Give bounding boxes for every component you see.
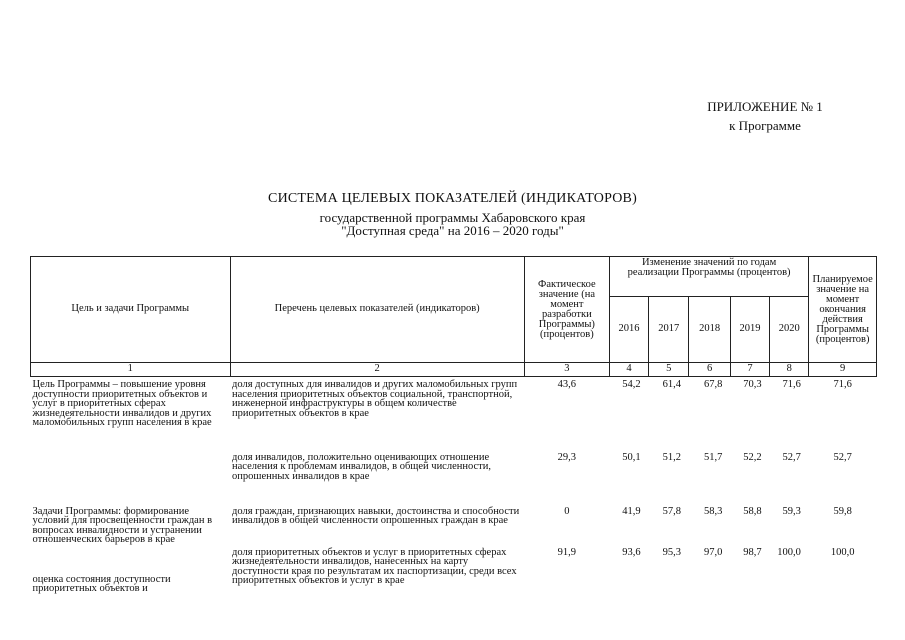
column-number: 8 (770, 363, 809, 377)
planned-value-cell: 100,0 (830, 546, 855, 558)
header-year-2017: 2017 (649, 297, 689, 363)
column-number: 6 (689, 363, 730, 377)
indicator-cell: доля приоритетных объектов и услуг в приоритетных сферах жизнедеятельности инвалидов, нанесенных на карту доступности края по результатам их паспортизации, среди всех приоритетных объектов и услуг в крае (232, 546, 517, 586)
actual-value-cell: 43,6 (557, 379, 577, 390)
value-2018-cell: 67,8 (703, 379, 723, 390)
value-2018-cell: 97,0 (703, 546, 723, 558)
column-number: 7 (730, 363, 769, 377)
document-subtitle-name: "Доступная среда" на 2016 – 2020 годы" (341, 223, 564, 238)
value-2016-cell: 41,9 (622, 505, 641, 517)
column-number: 1 (31, 363, 231, 377)
column-number: 3 (524, 363, 609, 377)
header-actual-value: Фактическое значение (на момент разработки Программы) (процентов) (524, 257, 609, 363)
header-year-2016: 2016 (609, 297, 648, 363)
indicators-table (30, 256, 877, 601)
document-subtitle-program: государственной программы Хабаровского края (319, 210, 586, 225)
document-title-block (0, 190, 905, 237)
actual-value-cell: 91,9 (557, 546, 577, 558)
value-2018-cell: 51,7 (703, 451, 723, 463)
column-number: 4 (609, 363, 648, 377)
column-number: 2 (230, 363, 524, 377)
table-row (31, 498, 877, 545)
value-2020-cell: 71,6 (782, 379, 801, 390)
appendix-title: ПРИЛОЖЕНИЕ № 1 (707, 99, 823, 114)
column-number: 5 (649, 363, 689, 377)
header-year-2019: 2019 (730, 297, 769, 363)
document-title: СИСТЕМА ЦЕЛЕВЫХ ПОКАЗАТЕЛЕЙ (ИНДИКАТОРОВ) (268, 191, 637, 206)
planned-value-cell: 71,6 (833, 379, 852, 390)
table-row (31, 377, 877, 450)
value-2020-cell: 59,3 (782, 505, 801, 517)
header-planned-value: Планируемое значение на момент окончания действия Программы (процентов) (809, 257, 877, 363)
value-2016-cell: 54,2 (622, 379, 641, 390)
value-2017-cell: 57,8 (662, 505, 681, 517)
value-2017-cell: 95,3 (662, 546, 681, 558)
value-2019-cell: 98,7 (743, 546, 762, 558)
planned-value-cell: 52,7 (833, 451, 852, 463)
value-2016-cell: 50,1 (622, 451, 641, 463)
value-2019-cell: 58,8 (743, 505, 762, 517)
task-cell: оценка состояния доступности приоритетных объектов и (32, 573, 171, 594)
value-2020-cell: 100,0 (777, 546, 801, 558)
task-cell: Задачи Программы: формирование условий для просвещенности граждан в вопросах инвалидности и устранении отношенческих барьеров в крае (32, 505, 213, 545)
column-number: 9 (809, 363, 877, 377)
table-row (31, 545, 877, 601)
appendix-subtitle: к Программе (729, 118, 801, 133)
header-year-2020: 2020 (770, 297, 809, 363)
planned-value-cell: 59,8 (833, 505, 852, 517)
appendix-label (640, 97, 890, 135)
indicator-cell: доля доступных для инвалидов и других маломобильных групп населения приоритетных объектов социальной, транспортной, инженерной инфраструктуры в общем количестве приоритетных объектов в крае (232, 379, 518, 419)
header-indicators: Перечень целевых показателей (индикаторов) (230, 257, 524, 363)
value-2017-cell: 61,4 (662, 379, 681, 390)
header-year-2018: 2018 (689, 297, 730, 363)
value-2016-cell: 93,6 (622, 546, 641, 558)
actual-value-cell: 29,3 (557, 451, 577, 463)
header-goal: Цель и задачи Программы (31, 257, 231, 363)
header-yearly-change: Изменение значений по годам реализации Программы (процентов) (609, 257, 808, 297)
goal-cell: Цель Программы – повышение уровня доступности приоритетных объектов и услуг в приоритетных сферах жизнедеятельности инвалидов и других маломобильных групп населения в крае (32, 379, 212, 428)
value-2019-cell: 52,2 (743, 451, 762, 463)
value-2017-cell: 51,2 (662, 451, 681, 463)
value-2019-cell: 70,3 (743, 379, 762, 390)
actual-value-cell: 0 (564, 505, 570, 517)
value-2020-cell: 52,7 (782, 451, 801, 463)
column-number-row (31, 363, 877, 377)
value-2018-cell: 58,3 (703, 505, 723, 517)
indicator-cell: доля инвалидов, положительно оценивающих отношение населения к проблемам инвалидов, в общей численности, опрошенных инвалидов в крае (232, 451, 491, 482)
indicator-cell: доля граждан, признающих навыки, достоинства и способности инвалидов в общей численности опрошенных граждан в крае (232, 505, 520, 526)
